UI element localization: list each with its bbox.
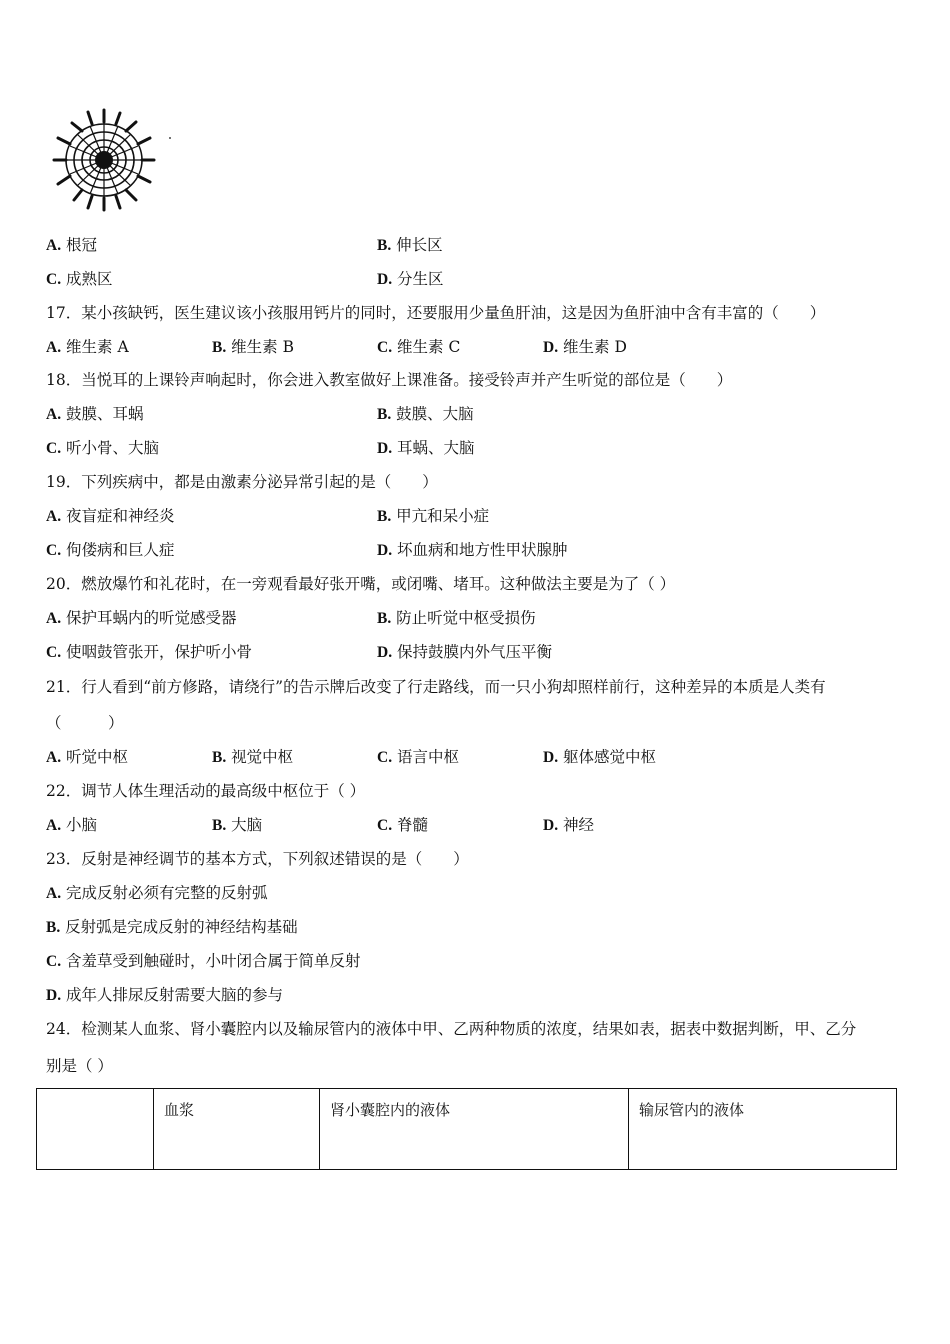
table-header-ureter-fluid: 输尿管内的液体 xyxy=(629,1089,897,1170)
q19-option-b: B. 甲亢和呆小症 xyxy=(377,507,490,525)
q17-option-c: C. 维生素 C xyxy=(377,338,461,356)
q18-option-c: C. 听小骨、大脑 xyxy=(46,439,160,457)
q21-stem: 21．行人看到“前方修路，请绕行”的告示牌后改变了行走路线，而一只小狗却照样前行，这种差异的本质是人类有 xyxy=(46,678,826,696)
q21-option-b: B. 视觉中枢 xyxy=(212,748,294,766)
q21-option-d: D. 躯体感觉中枢 xyxy=(543,748,657,766)
q20-option-c: C. 使咽鼓管张开，保护听小骨 xyxy=(46,643,253,661)
root-cross-section-figure xyxy=(48,104,176,216)
q17-option-d: D. 维生素 D xyxy=(543,338,627,356)
q23-option-d: D. 成年人排尿反射需要大脑的参与 xyxy=(46,986,284,1004)
q18-option-b: B. 鼓膜、大脑 xyxy=(377,405,474,423)
q21-option-a: A. 听觉中枢 xyxy=(46,748,129,766)
q20-option-a: A. 保护耳蜗内的听觉感受器 xyxy=(46,609,237,627)
q19-option-d: D. 坏血病和地方性甲状腺肿 xyxy=(377,541,568,559)
table-header-plasma: 血浆 xyxy=(154,1089,320,1170)
table-header-cell-empty xyxy=(37,1089,154,1170)
q20-stem: 20．燃放爆竹和礼花时，在一旁观看最好张开嘴，或闭嘴、堵耳。这种做法主要是为了（ ） xyxy=(46,575,676,593)
q20-option-d: D. 保持鼓膜内外气压平衡 xyxy=(377,643,553,661)
table-header-row xyxy=(37,1089,897,1170)
q21-option-c: C. 语言中枢 xyxy=(377,748,460,766)
q19-option-c: C. 佝偻病和巨人症 xyxy=(46,541,175,559)
q18-stem: 18．当悦耳的上课铃声响起时，你会进入教室做好上课准备。接受铃声并产生听觉的部位是（ ） xyxy=(46,371,733,389)
q17-option-b: B. 维生素 B xyxy=(212,338,294,356)
q22-stem: 22．调节人体生理活动的最高级中枢位于（ ） xyxy=(46,782,366,800)
q16-option-c: C. 成熟区 xyxy=(46,270,113,288)
table-header-capsule-fluid: 肾小囊腔内的液体 xyxy=(320,1089,629,1170)
q20-option-b: B. 防止听觉中枢受损伤 xyxy=(377,609,536,627)
q22-option-d: D. 神经 xyxy=(543,816,595,834)
q18-option-d: D. 耳蜗、大脑 xyxy=(377,439,475,457)
q22-option-b: B. 大脑 xyxy=(212,816,263,834)
q23-option-a: A. 完成反射必须有完整的反射弧 xyxy=(46,884,268,902)
q24-stem-continued: 别是（ ） xyxy=(46,1057,113,1075)
q19-option-a: A. 夜盲症和神经炎 xyxy=(46,507,175,525)
q17-stem: 17．某小孩缺钙，医生建议该小孩服用钙片的同时，还要服用少量鱼肝油，这是因为鱼肝油中含有丰富的（ ） xyxy=(46,304,826,322)
q19-stem: 19．下列疾病中，都是由激素分泌异常引起的是（ ） xyxy=(46,473,438,491)
q21-stem-continued: （ ） xyxy=(46,714,124,732)
q24-data-table xyxy=(36,1088,897,1170)
q16-option-b: B. 伸长区 xyxy=(377,236,443,254)
q16-option-a: A. 根冠 xyxy=(46,236,98,254)
q17-option-a: A. 维生素 A xyxy=(46,338,129,356)
q24-stem: 24．检测某人血浆、肾小囊腔内以及输尿管内的液体中甲、乙两种物质的浓度，结果如表，据表中数据判断，甲、乙分 xyxy=(46,1020,857,1038)
q23-option-c: C. 含羞草受到触碰时，小叶闭合属于简单反射 xyxy=(46,952,361,970)
q23-option-b: B. 反射弧是完成反射的神经结构基础 xyxy=(46,918,298,936)
q18-option-a: A. 鼓膜、耳蜗 xyxy=(46,405,144,423)
q22-option-a: A. 小脑 xyxy=(46,816,98,834)
q16-option-d: D. 分生区 xyxy=(377,270,444,288)
q22-option-c: C. 脊髓 xyxy=(377,816,429,834)
q23-stem: 23．反射是神经调节的基本方式，下列叙述错误的是（ ） xyxy=(46,850,469,868)
